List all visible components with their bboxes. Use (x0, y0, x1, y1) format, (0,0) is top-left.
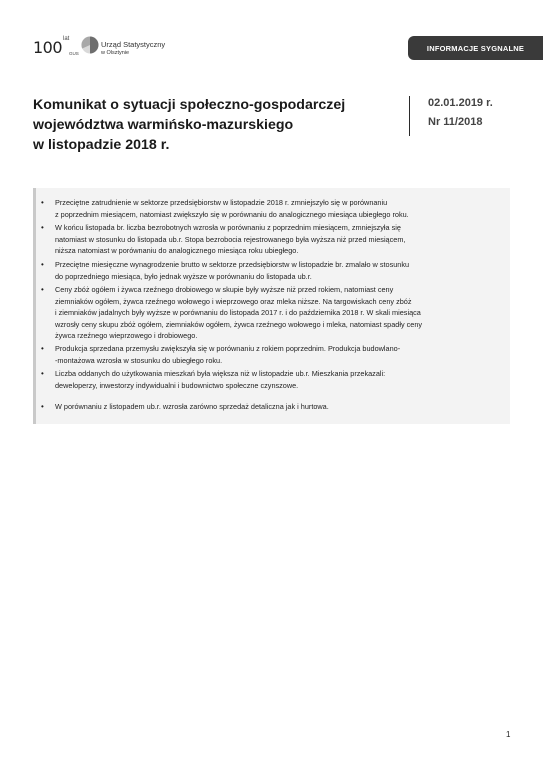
bullet-dot-icon: • (41, 285, 44, 294)
office-name: Urząd Statystyczny (101, 40, 166, 49)
logo-100-mark: 100 (33, 38, 63, 57)
highlight-text (55, 284, 503, 342)
highlight-line: Liczba oddanych do użytkowania mieszkań była większa niż w listopadzie ub.r. Mieszkania przekazali: (55, 369, 386, 378)
highlight-text (55, 368, 503, 391)
highlight-line: żywca rzeźnego wieprzowego i drobiowego. (55, 331, 198, 341)
highlight-text (55, 197, 503, 220)
bullet-dot-icon: • (41, 260, 44, 269)
bullet-dot-icon: • (41, 402, 44, 411)
highlight-text (55, 343, 503, 366)
bullet-dot-icon: • (41, 223, 44, 232)
highlight-line: i ziemniaków jadalnych były wyższe w porównaniu do listopada 2017 r. i do października 2018 r. W skali miesiąca (55, 308, 421, 318)
title-line-3: w listopadzie 2018 r. (33, 137, 170, 153)
highlight-line: W porównaniu z listopadem ub.r. wzrosła zarówno sprzedaż detaliczna jak i hurtowa. (55, 402, 329, 411)
document-title (33, 95, 393, 155)
page-number: 1 (506, 730, 511, 739)
title-divider (409, 96, 410, 136)
highlight-line: Przeciętne miesięczne wynagrodzenie brutto w sektorze przedsiębiorstw w listopadzie br. zmalało w stosunku (55, 260, 410, 269)
highlight-line: wzrosły ceny skupu zbóż ogółem, ziemniaków ogółem, żywca rzeźnego wołowego i mleka, natomiast spadły ceny (55, 319, 423, 329)
highlight-line: ziemniaków ogółem, żywca rzeźnego wołowego i wieprzowego oraz mleka niższe. Na targowiskach ceny zbóż (55, 296, 412, 306)
highlight-line: do poprzedniego miesiąca, było jednak wyższe w porównaniu do listopada ub.r. (55, 271, 312, 281)
highlight-text (55, 259, 503, 282)
highlight-line: Produkcja sprzedana przemysłu zwiększyła się w porównaniu z rokiem poprzednim. Produkcja budowlano- (55, 344, 401, 353)
title-line-2: województwa warmińsko-mazurskiego (33, 117, 294, 133)
publication-number: Nr 11/2018 (428, 116, 483, 128)
gus-logo (33, 34, 173, 64)
highlight-line: z poprzednim miesiącem, natomiast zwiększyło się w porównaniu do analogicznego miesiąca ubiegłego roku. (55, 209, 409, 219)
highlight-text (55, 222, 503, 257)
section-tag: INFORMACJE SYGNALNE (408, 36, 543, 60)
title-line-1: Komunikat o sytuacji społeczno-gospodarczej (33, 97, 346, 113)
highlights-box (33, 188, 510, 424)
bullet-dot-icon: • (41, 369, 44, 378)
gus-emblem-icon (81, 36, 99, 54)
office-location: w Olsztynie (101, 50, 130, 56)
highlight-line: Przeciętne zatrudnienie w sektorze przedsiębiorstw w listopadzie 2018 r. zmniejszyło się w porównaniu (55, 198, 388, 207)
logo-gus-mark: GUS (69, 51, 79, 56)
bullet-dot-icon: • (41, 198, 44, 207)
highlight-line: niższa natomiast w porównaniu do analogicznego miesiąca roku ubiegłego. (55, 246, 299, 256)
highlight-line: Ceny zbóż ogółem i żywca rzeźnego drobiowego w skupie były wyższe niż przed rokiem, natomiast ceny (55, 285, 394, 294)
highlight-text (55, 401, 503, 413)
logo-lat-mark: lat (63, 36, 70, 42)
highlight-line: -montażowa wzrosła w stosunku do ubiegłego roku. (55, 355, 223, 365)
highlight-line: natomiast w stosunku do listopada ub.r. Stopa bezrobocia rejestrowanego była wyższa niż przed miesiącem, (55, 234, 406, 244)
publication-date: 02.01.2019 r. (428, 97, 493, 109)
bullet-dot-icon: • (41, 344, 44, 353)
highlight-line: deweloperzy, inwestorzy indywidualni i budownictwo społeczne czynszowe. (55, 380, 299, 390)
highlight-line: W końcu listopada br. liczba bezrobotnych wzrosła w porównaniu z poprzednim miesiącem, zmniejszyła się (55, 223, 401, 232)
